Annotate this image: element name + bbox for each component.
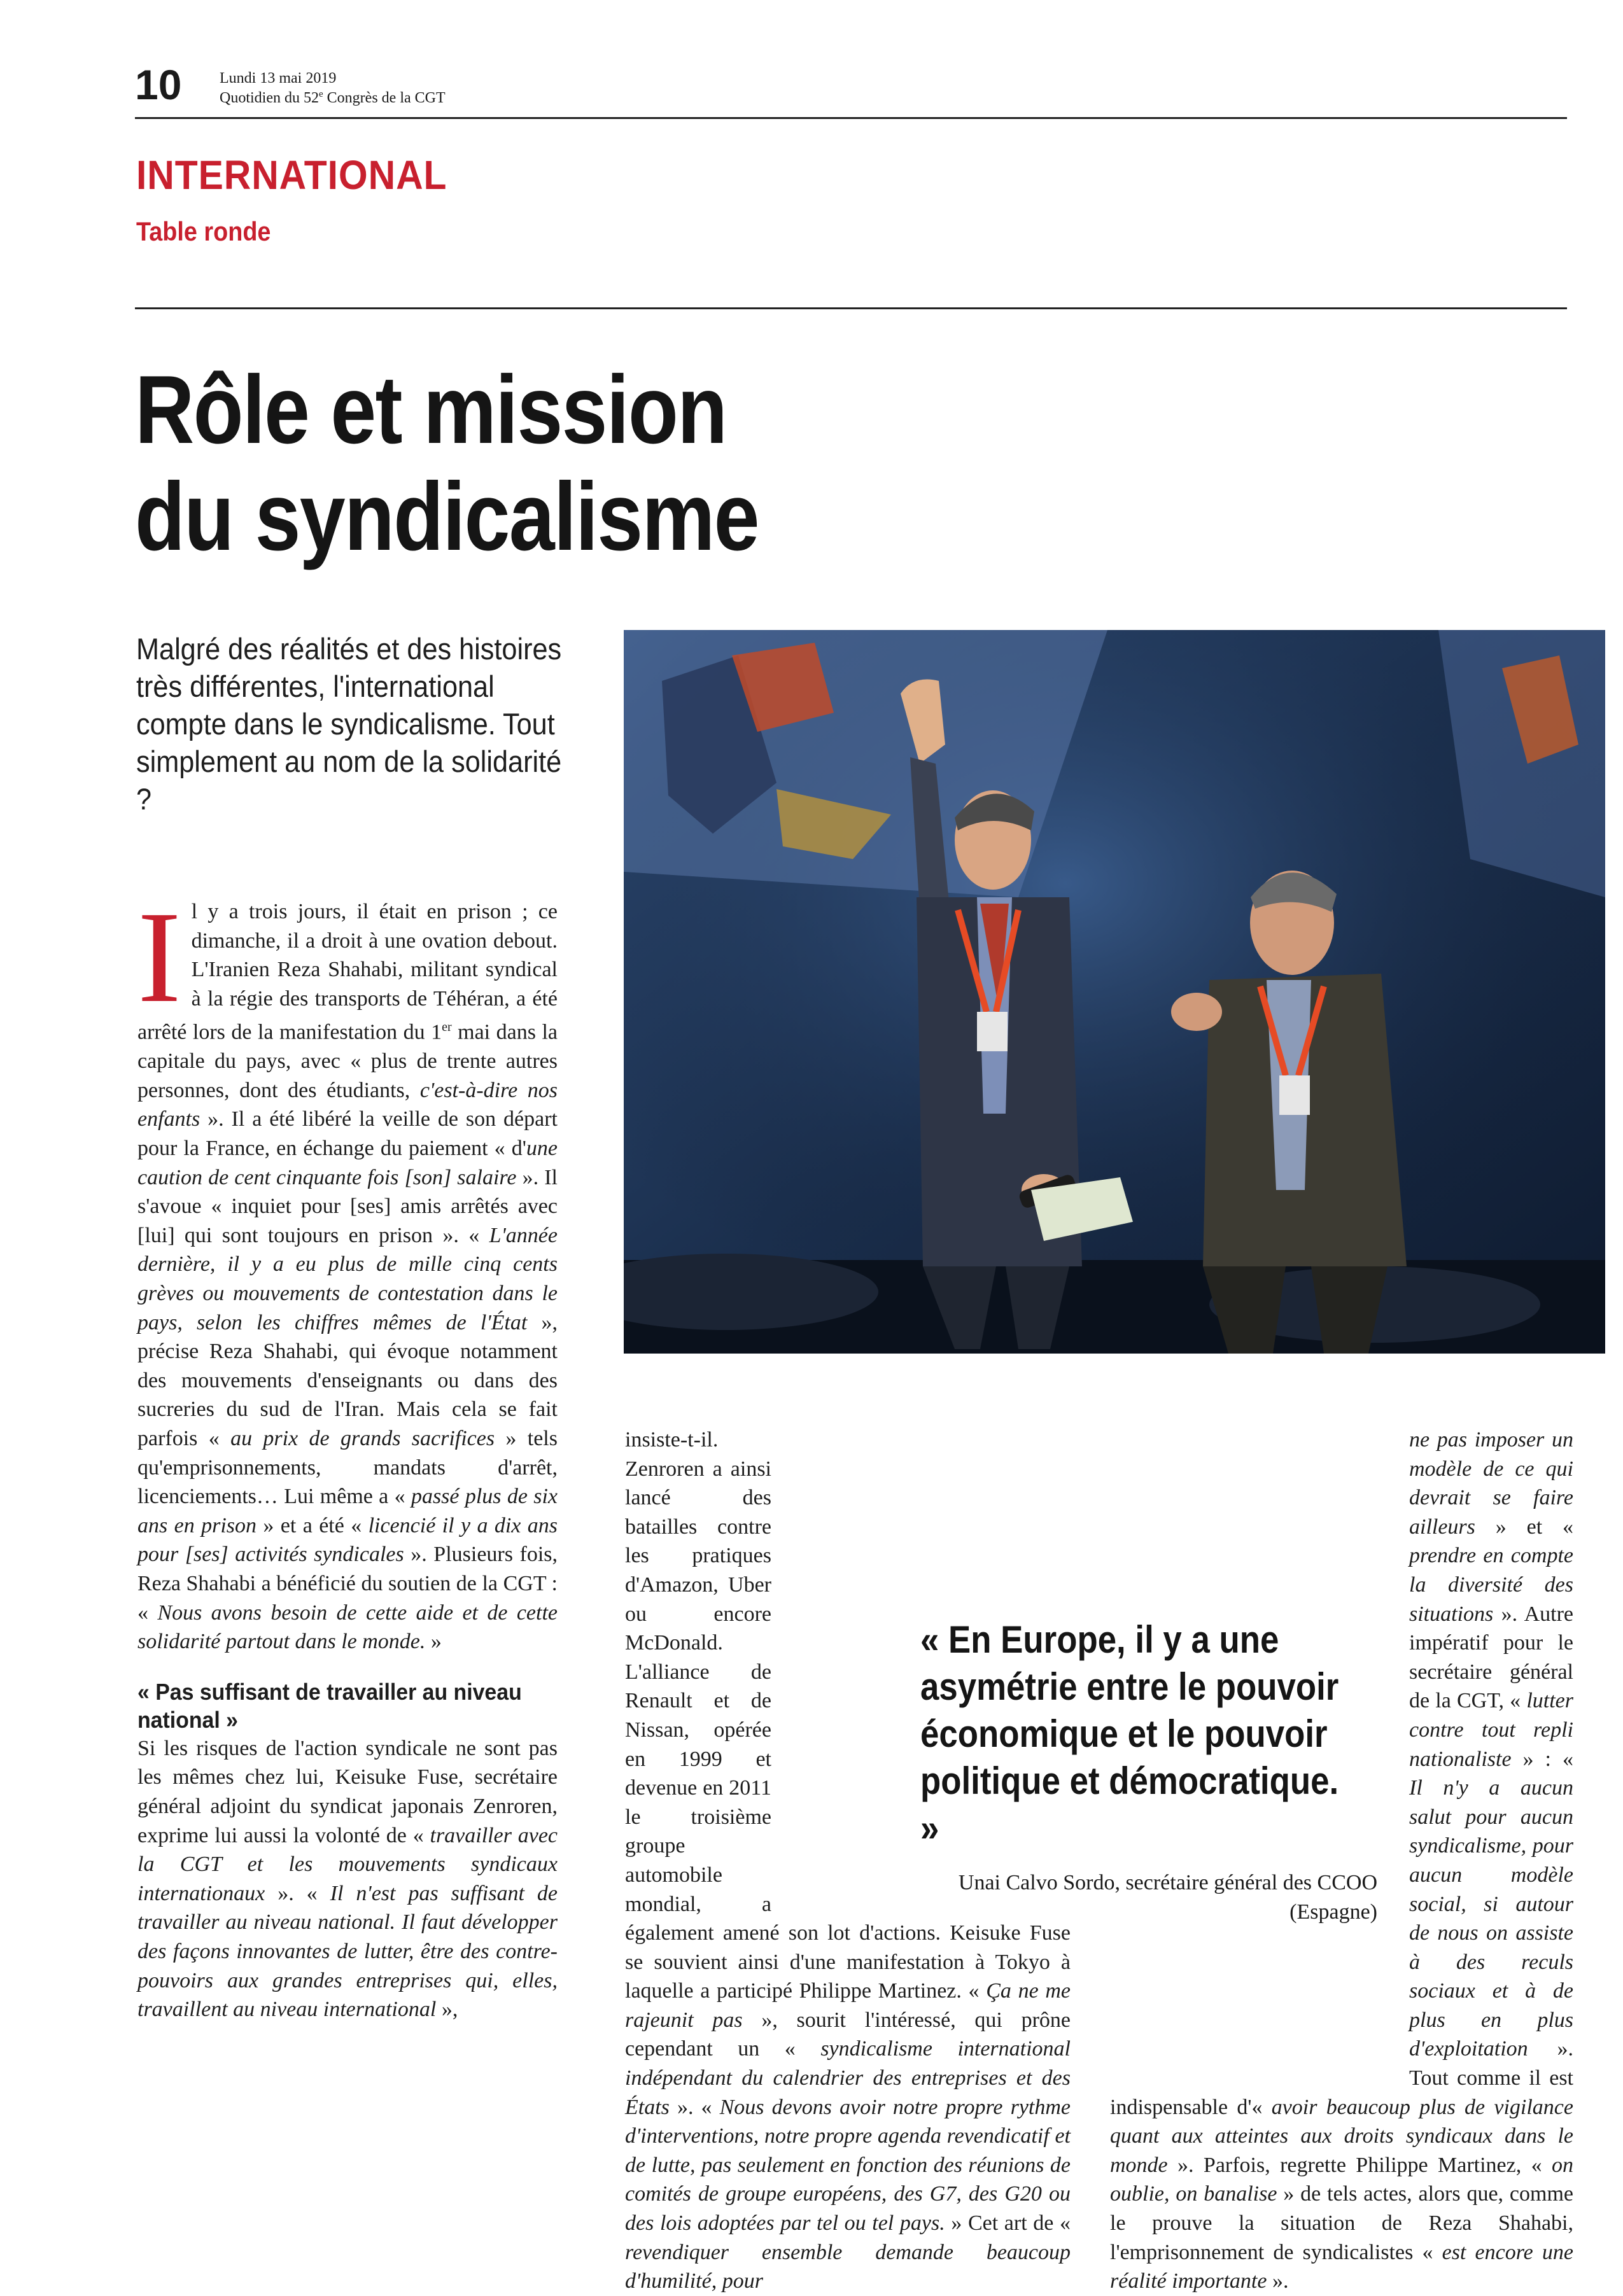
page-number: 10 — [135, 61, 182, 108]
issue-date: Lundi 13 mai 2019 — [220, 70, 337, 87]
article-paragraph: insiste-t-il. Zenroren a ainsi lancé des batailles contre les pratiques d'Amazon, Uber ou encore McDonald. L'alliance de Renault et de Nissan, opérée en 1999 et devenue en 2011 le troisième groupe automobile mondial, a également amené son lot d'actions. Keisuke Fuse se souvient ainsi d'une manifestation à Tokyo à laquelle a participé Philippe Martinez. « Ça ne me rajeunit pas », sourit l'intéressé, qui prône cependant un « syndicalisme international indépendant du calendrier des entreprises et des États ». « Nous devons avoir notre propre rythme d'interventions, notre propre agenda revendicatif et de lutte, pas seulement en fonction des réunions de comités de groupe européens, des G7, des G20 ou des lois adoptées par tel ou tel pays. » Cet art de « revendiquer ensemble demande beaucoup d'humilité, pour — [625, 1428, 1071, 2293]
drop-cap: I — [137, 884, 181, 1030]
article-column-1 — [137, 884, 558, 2024]
intertitle: « Pas suffisant de travailler au niveau national » — [137, 1678, 522, 1733]
headline-line-1: Rôle et mission — [135, 356, 727, 464]
headline — [135, 356, 892, 570]
article-column-2 — [625, 1425, 1071, 2296]
article-lead: Malgré des réalités et des histoires très différentes, l'international compte dans le syndicalisme. Tout simplement au nom de la solidarité ? — [136, 632, 562, 816]
article-paragraph: Si les risques de l'action syndicale ne sont pas les mêmes chez lui, Keisuke Fuse, secrétaire général adjoint du syndicat japonais Zenroren, exprime lui aussi la volonté de « travailler avec la CGT et les mouvements syndicaux internationaux ». « Il n'est pas suffisant de travailler au niveau national. Il faut développer des façons innovantes de lutter, être des contre-pouvoirs aux grandes entreprises qui, elles, travaillent au niveau international », — [137, 1736, 558, 2022]
section-label: INTERNATIONAL — [136, 152, 447, 198]
pull-quote: « En Europe, il y a une asymétrie entre le pouvoir économique et le pouvoir politique et démocratique. » — [920, 1618, 1339, 1849]
section-rule — [135, 307, 1567, 309]
subsection-label: Table ronde — [136, 216, 271, 246]
headline-line-2: du syndicalisme — [135, 463, 759, 571]
article-paragraph: Il y a trois jours, il était en prison ; ce dimanche, il a droit à une ovation debout. L'Iranien Reza Shahabi, militant syndical à la régie des transports de Téhéran, a été arrêté lors de la manifestation du 1er mai dans la capitale du pays, avec « plus de trente autres personnes, dont des étudiants, c'est-à-dire nos enfants ». Il a été libéré la veille de son départ pour la France, en échange du paiement « d'une caution de cent cinquante fois [son] salaire ». Il s'avoue « inquiet pour [ses] amis arrêtés avec [lui] qui sont toujours en prison ». « L'année dernière, il y a eu plus de mille cinq cents grèves ou mouvements de contestation dans le pays, selon les chiffres mêmes de l'État », précise Reza Shahabi, qui évoque notamment des mouvements d'enseignants ou dans des sucreries du sud de l'Iran. Mais cela se fait parfois « au prix de grands sacrifices » tels qu'emprisonnements, mandats d'arrêt, licenciements… Lui même a « passé plus de six ans en prison » et a été « licencié il y a dix ans pour [ses] activités syndicales ». Plusieurs fois, Reza Shahabi a bénéficié du soutien de la CGT : « Nous avons besoin de cette aide et de cette solidarité partout dans le monde. » — [137, 884, 558, 1654]
article-paragraph: ne pas imposer un modèle de ce qui devrait se faire ailleurs » et « prendre en compte la diversité des situations ». Autre impératif pour le secrétaire général de la CGT, « lutter contre tout repli nationaliste » : « Il n'y a aucun salut pour aucun syndicalisme, pour aucun modèle social, si autour de nous on assiste à des reculs sociaux et à de plus en plus d'exploitation ». Tout comme il est indispensable d'« avoir beaucoup plus de vigilance quant aux atteintes aux droits syndicaux dans le monde ». Parfois, regrette Philippe Martinez, « on oublie, on banalise » de tels actes, alors que, comme le prouve la situation de Reza Shahabi, l'emprisonnement de syndicalistes « est encore une réalité importante ». — [1110, 1428, 1574, 2293]
article-photo — [624, 630, 1605, 1354]
header-rule — [135, 117, 1567, 119]
publication-name: Quotidien du 52e Congrès de la CGT — [220, 89, 446, 106]
article-column-3 — [1110, 1425, 1573, 2296]
pull-quote-credit: Unai Calvo Sordo, secrétaire général des CCOO (Espagne) — [958, 1871, 1377, 1924]
